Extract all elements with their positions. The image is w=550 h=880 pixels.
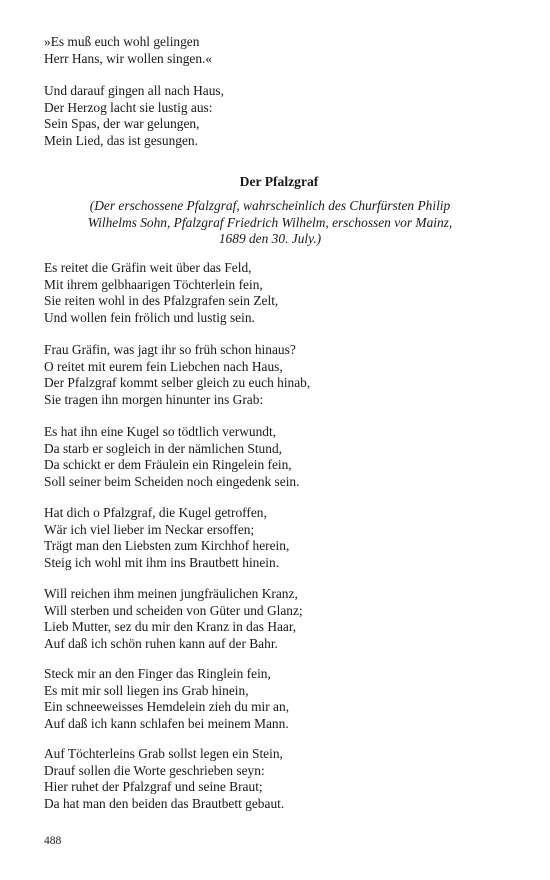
verse-line: Da schickt er dem Fräulein ein Ringelein fein, bbox=[44, 457, 292, 473]
poem-stanza bbox=[44, 505, 514, 571]
verse-line: Sie reiten wohl in des Pfalzgrafen sein Zelt, bbox=[44, 293, 279, 309]
previous-poem-stanza bbox=[44, 34, 514, 67]
verse-line: Ein schneeweisses Hemdelein zieh du mir an, bbox=[44, 699, 290, 715]
verse-line: Es reitet die Gräfin weit über das Feld, bbox=[44, 260, 252, 275]
verse-line: Auf daß ich kann schlafen bei meinem Mann. bbox=[44, 715, 289, 731]
poem-stanza bbox=[44, 424, 514, 490]
verse-line: Es mit mir soll liegen ins Grab hinein, bbox=[44, 682, 249, 698]
poem-stanza bbox=[44, 746, 514, 812]
poem-stanza bbox=[44, 586, 514, 652]
poem-stanza bbox=[44, 260, 514, 326]
previous-poem-stanza bbox=[44, 83, 514, 149]
verse-line: Hat dich o Pfalzgraf, die Kugel getroffen, bbox=[44, 505, 267, 520]
subtitle-line: Wilhelms Sohn, Pfalzgraf Friedrich Wilhelm, erschossen vor Mainz, bbox=[87, 214, 453, 230]
verse-line: Es hat ihn eine Kugel so tödtlich verwundt, bbox=[44, 424, 277, 439]
verse-line: Frau Gräfin, was jagt ihr so früh schon hinaus? bbox=[44, 342, 296, 357]
verse-line: Da starb er sogleich in der nämlichen Stund, bbox=[44, 440, 282, 456]
verse-line: Und wollen fein frölich und lustig sein. bbox=[44, 309, 255, 325]
poem-stanza bbox=[44, 666, 514, 732]
subtitle-line: (Der erschossene Pfalzgraf, wahrscheinlich des Churfürsten Philip bbox=[89, 198, 451, 213]
verse-line: Steck mir an den Finger das Ringlein fein, bbox=[44, 666, 271, 681]
verse-line: Auf Töchterleins Grab sollst legen ein Stein, bbox=[44, 746, 283, 761]
verse-line: Sie tragen ihn morgen hinunter ins Grab: bbox=[44, 391, 264, 407]
verse-line: Mit ihrem gelbhaarigen Töchterlein fein, bbox=[44, 276, 263, 292]
poem-title: Der Pfalzgraf bbox=[239, 174, 319, 189]
verse-line: Auf daß ich schön ruhen kann auf der Bahr. bbox=[44, 635, 278, 651]
verse-line: Soll seiner beim Scheiden noch eingedenk sein. bbox=[44, 473, 300, 489]
verse-line: Steig ich wohl mit ihm ins Brautbett hinein. bbox=[44, 554, 280, 570]
verse-line: Da hat man den beiden das Brautbett gebaut. bbox=[44, 795, 285, 811]
verse-line: Und darauf gingen all nach Haus, bbox=[44, 83, 224, 98]
verse-line: Der Pfalzgraf kommt selber gleich zu euch hinab, bbox=[44, 375, 311, 391]
poem-subtitle bbox=[40, 198, 500, 248]
subtitle-line: 1689 den 30. July.) bbox=[218, 231, 322, 247]
verse-line: »Es muß euch wohl gelingen bbox=[44, 34, 200, 49]
verse-line: Sein Spas, der war gelungen, bbox=[44, 116, 200, 132]
verse-line: O reitet mit eurem fein Liebchen nach Haus, bbox=[44, 358, 283, 374]
verse-line: Will reichen ihm meinen jungfräulichen Kranz, bbox=[44, 586, 298, 601]
poem-stanza bbox=[44, 342, 514, 408]
verse-line: Herr Hans, wir wollen singen.« bbox=[44, 50, 213, 66]
verse-line: Lieb Mutter, sez du mir den Kranz in das Haar, bbox=[44, 619, 297, 635]
verse-line: Wär ich viel lieber im Neckar ersoffen; bbox=[44, 521, 255, 537]
verse-line: Will sterben und scheiden von Güter und Glanz; bbox=[44, 602, 303, 618]
verse-line: Der Herzog lacht sie lustig aus: bbox=[44, 99, 213, 115]
verse-line: Mein Lied, das ist gesungen. bbox=[44, 132, 198, 148]
page-number: 488 bbox=[44, 835, 62, 847]
verse-line: Drauf sollen die Worte geschrieben seyn: bbox=[44, 762, 265, 778]
verse-line: Hier ruhet der Pfalzgraf und seine Braut; bbox=[44, 779, 263, 795]
verse-line: Trägt man den Liebsten zum Kirchhof herein, bbox=[44, 538, 290, 554]
